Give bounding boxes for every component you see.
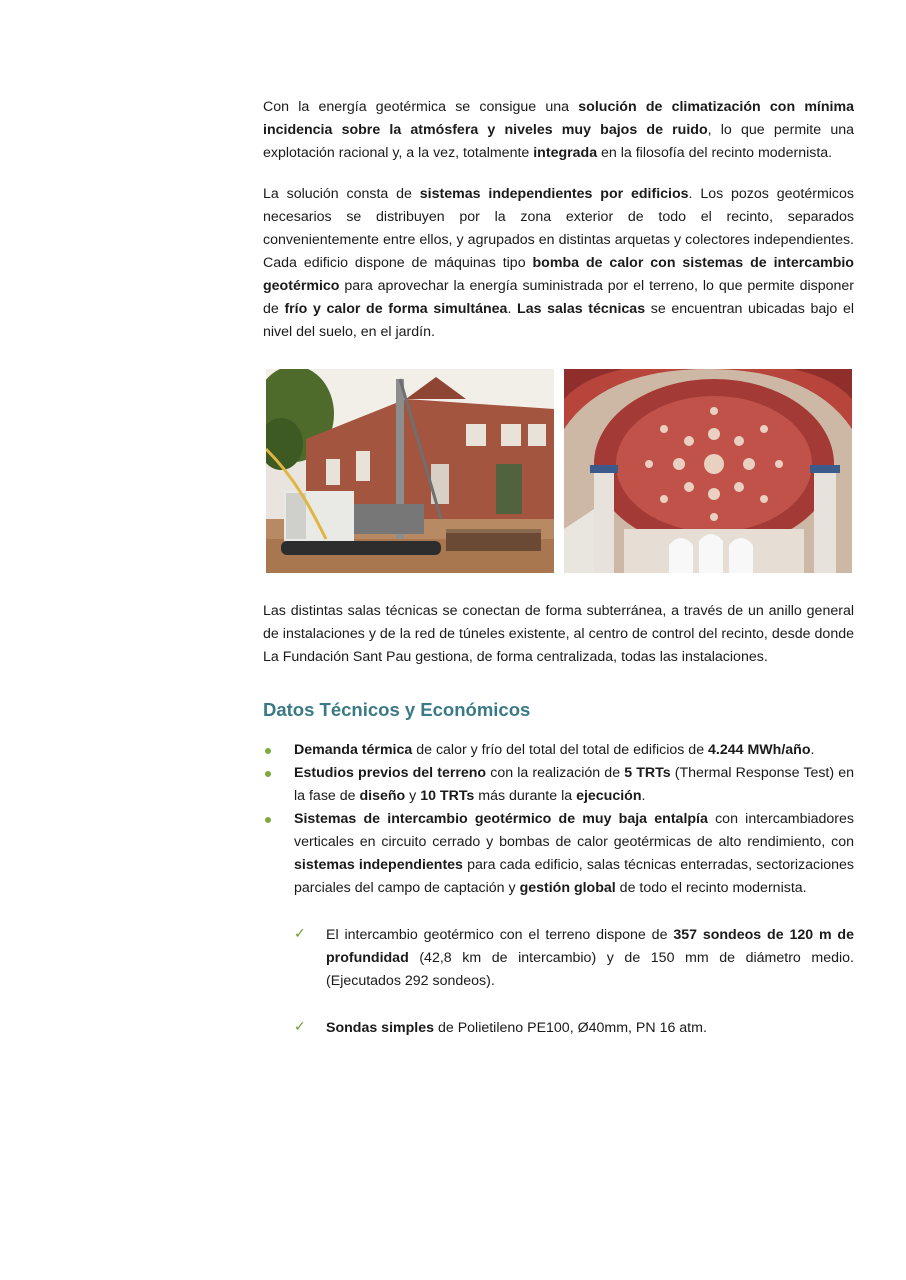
- text-run: más durante la: [474, 788, 577, 804]
- bold-text: 357 sondeos de 120 m de profundidad: [326, 927, 854, 966]
- text-run: para cada edificio, salas técnicas enterradas, sectorizaciones parciales del campo de captación y: [294, 857, 855, 896]
- check-item: [294, 924, 854, 993]
- bold-text: Sondas simples: [326, 1020, 435, 1036]
- document-page: [263, 96, 854, 1064]
- text-run: Con la energía geotérmica se consigue una: [263, 99, 579, 115]
- photo-row: [266, 369, 852, 573]
- text-run: (42,8 km de intercambio) y de 150 mm de diámetro medio. (Ejecutados 292 sondeos).: [326, 950, 854, 989]
- paragraph-solution: [263, 183, 854, 344]
- bold-text: frío y calor de forma simultánea: [284, 301, 508, 317]
- text-run: . Los pozos geotérmicos necesarios se distribuyen por la zona exterior de todo el recinto, separados convenientemente entre ellos, y agrupados en distintas arquetas y colectores independientes. Cada edificio dispone de máquinas tipo: [263, 186, 855, 271]
- bold-text: bomba de calor con sistemas de intercambio geotérmico: [263, 255, 854, 294]
- text-run: de todo el recinto modernista.: [615, 880, 807, 896]
- bullet-item: [263, 739, 854, 762]
- text-run: en la filosofía del recinto modernista.: [597, 145, 833, 161]
- bold-text: 5 TRTs: [624, 765, 671, 781]
- text-run: de calor y frío del total del total de edificios de: [412, 742, 709, 758]
- check-list: [294, 924, 854, 1040]
- text-run: (Thermal Response Test) en la fase de: [294, 765, 854, 804]
- text-run: y: [405, 788, 421, 804]
- paragraph-technical-rooms: [263, 600, 854, 669]
- bold-text: 10 TRTs: [420, 788, 475, 804]
- bullet-list: [263, 739, 854, 900]
- text-run: de Polietileno PE100, Ø40mm, PN 16 atm.: [434, 1020, 707, 1036]
- bold-text: Sistemas de intercambio geotérmico de muy baja entalpía: [294, 811, 708, 827]
- bold-text: Demanda térmica: [294, 742, 413, 758]
- text-run: El intercambio geotérmico con el terreno dispone de: [326, 927, 674, 943]
- text-run: La solución consta de: [263, 186, 420, 202]
- text-run: se encuentran ubicadas bajo el nivel del suelo, en el jardín.: [263, 301, 854, 340]
- bold-text: Estudios previos del terreno: [294, 765, 487, 781]
- bullet-dot-icon: [265, 771, 271, 777]
- text-run: para aprovechar la energía suministrada por el terreno, lo que permite disponer de: [263, 278, 854, 317]
- text-run: con intercambiadores verticales en circuito cerrado y bombas de calor geotérmicas de alto rendimiento, con: [294, 811, 854, 850]
- bullet-dot-icon: [265, 748, 271, 754]
- bold-text: gestión global: [519, 880, 616, 896]
- bold-text: Las salas técnicas: [517, 301, 646, 317]
- text-run: .: [810, 742, 815, 758]
- check-item: [294, 1017, 854, 1040]
- text-run: .: [641, 788, 646, 804]
- checkmark-icon: ✓: [294, 926, 306, 942]
- checkmark-icon: ✓: [294, 1019, 306, 1035]
- bullet-item: [263, 762, 854, 808]
- text-run: Las distintas salas técnicas se conectan de forma subterránea, a través de un anillo general de instalaciones y de la red de túneles existente, al centro de control del recinto, desde donde La Fundación Sant Pau gestiona, de forma centralizada, todas las instalaciones.: [263, 603, 854, 665]
- section-heading: Datos Técnicos y Económicos: [263, 699, 531, 720]
- bold-text: diseño: [359, 788, 406, 804]
- bold-text: 4.244 MWh/año: [708, 742, 811, 758]
- bullet-item: [263, 808, 854, 900]
- drilling-rig-photo: [266, 369, 554, 573]
- bullet-dot-icon: [265, 817, 271, 823]
- bold-text: ejecución: [576, 788, 642, 804]
- bold-text: sistemas independientes por edificios: [419, 186, 689, 202]
- text-run: , lo que permite una explotación racional y, a la vez, totalmente: [263, 122, 854, 161]
- bold-text: solución de climatización con mínima incidencia sobre la atmósfera y niveles muy bajos de ruido: [263, 99, 854, 138]
- bold-text: sistemas independientes: [294, 857, 463, 873]
- modernist-dome-photo: [564, 369, 852, 573]
- text-run: .: [507, 301, 518, 317]
- paragraph-intro: [263, 96, 854, 165]
- bold-text: integrada: [533, 145, 598, 161]
- text-run: con la realización de: [486, 765, 625, 781]
